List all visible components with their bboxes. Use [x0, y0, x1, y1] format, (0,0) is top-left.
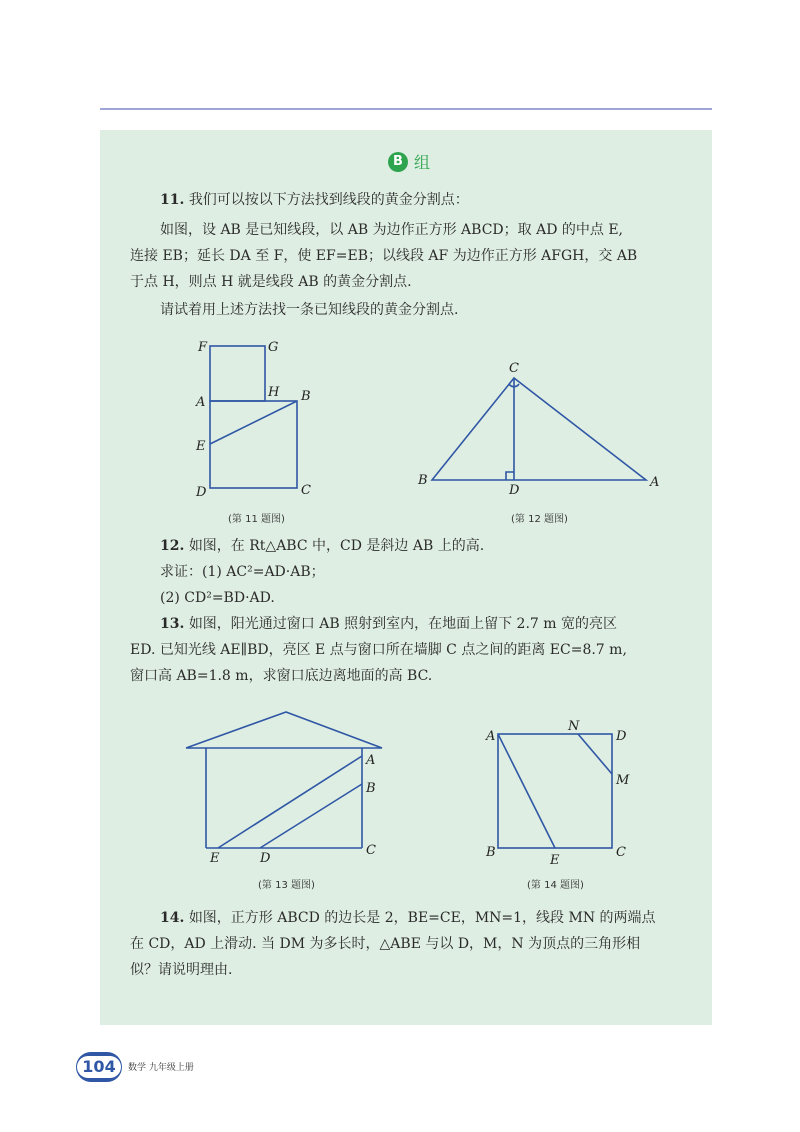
- figure-11-caption: (第 11 题图): [228, 514, 285, 525]
- problem-11-line-4: 于点 H，则点 H 就是线段 AB 的黄金分割点.: [130, 274, 412, 290]
- problem-13-line-3: 窗口高 AB=1.8 m，求窗口底边离地面的高 BC.: [130, 668, 433, 684]
- roof: [186, 712, 382, 748]
- problem-12-number: 12.: [160, 538, 185, 554]
- label-b: B: [366, 781, 376, 796]
- figure-13: [182, 708, 392, 866]
- figure-11: [190, 336, 320, 506]
- group-title: 组: [414, 153, 431, 172]
- header-rule: [100, 108, 712, 110]
- problem-14-line-2: 在 CD，AD 上滑动. 当 DM 为多长时，△ABE 与以 D，M，N 为顶点的三角形相: [130, 936, 641, 952]
- figure-12-caption: (第 12 题图): [511, 514, 568, 525]
- triangle-abc: [432, 378, 646, 480]
- label-a: A: [486, 729, 496, 744]
- problem-13-number: 13.: [160, 616, 185, 632]
- book-title: 数学 九年级上册: [128, 1063, 194, 1073]
- problem-11-line-5: 请试着用上述方法找一条已知线段的黄金分割点.: [160, 302, 459, 318]
- label-e: E: [550, 853, 560, 868]
- problem-13-line-1: [160, 614, 617, 634]
- label-b: B: [418, 473, 428, 488]
- label-d: D: [616, 729, 627, 744]
- square-abcd: [210, 401, 297, 488]
- label-m: M: [616, 773, 630, 788]
- label-c: C: [366, 843, 376, 858]
- label-c: C: [616, 845, 626, 860]
- label-a: A: [366, 753, 376, 768]
- problem-14-line-3: 似？请说明理由.: [130, 962, 233, 978]
- problem-12-intro: 如图，在 Rt△ABC 中，CD 是斜边 AB 上的高.: [188, 538, 485, 554]
- problem-14-number: 14.: [160, 910, 185, 926]
- square-afgh: [210, 346, 265, 401]
- figure-14-caption: (第 14 题图): [527, 880, 584, 891]
- problem-11-line-1: [160, 190, 469, 210]
- problem-14-intro: 如图，正方形 ABCD 的边长是 2，BE=CE，MN=1，线段 MN 的两端点: [188, 910, 656, 926]
- problem-11-line-2: 如图，设 AB 是已知线段，以 AB 为边作正方形 ABCD；取 AD 的中点 E,: [160, 222, 623, 238]
- problem-11-intro: 我们可以按以下方法找到线段的黄金分割点：: [188, 192, 469, 208]
- label-e: E: [210, 851, 220, 866]
- square-abcd: [498, 734, 612, 848]
- segment-eb: [210, 401, 297, 444]
- label-a: A: [196, 395, 206, 410]
- problem-12-line-1: [160, 536, 484, 556]
- label-c: C: [509, 361, 519, 376]
- problem-11-line-3: 连接 EB；延长 DA 至 F，使 EF=EB；以线段 AF 为边作正方形 AFGH，交 AB: [130, 248, 638, 264]
- figure-14: [484, 718, 638, 868]
- label-h: H: [268, 385, 280, 400]
- label-d: D: [260, 851, 271, 866]
- right-angle-mark-d: [506, 472, 514, 480]
- problem-13-line-2: ED. 已知光线 AE∥BD，亮区 E 点与窗口所在墙脚 C 点之间的距离 EC=8.7 m,: [130, 642, 627, 658]
- problem-13-intro: 如图，阳光通过窗口 AB 照射到室内，在地面上留下 2.7 m 宽的亮区: [188, 616, 618, 632]
- group-heading: [388, 150, 430, 173]
- label-n: N: [568, 719, 580, 734]
- page-number-badge: [76, 1052, 122, 1082]
- label-c: C: [301, 483, 311, 498]
- label-b: B: [301, 389, 311, 404]
- label-e: E: [196, 439, 206, 454]
- label-d: D: [196, 485, 207, 500]
- figure-13-caption: (第 13 题图): [258, 880, 315, 891]
- label-g: G: [268, 340, 279, 355]
- problem-12-line-2: 求证：(1) AC²=AD·AB；: [160, 564, 325, 580]
- figure-12: [414, 356, 664, 496]
- ray-ae: [218, 756, 362, 848]
- label-a: A: [650, 475, 660, 490]
- label-d: D: [509, 483, 520, 496]
- label-b: B: [486, 845, 496, 860]
- segment-ae: [498, 734, 555, 848]
- problem-11-number: 11.: [160, 192, 185, 208]
- group-badge: B: [388, 152, 408, 172]
- label-f: F: [198, 340, 208, 355]
- ray-bd: [260, 784, 362, 848]
- problem-12-line-3: (2) CD²=BD·AD.: [160, 590, 275, 606]
- problem-14-line-1: [160, 908, 656, 928]
- segment-mn: [578, 734, 612, 774]
- page-number: 104: [77, 1056, 120, 1078]
